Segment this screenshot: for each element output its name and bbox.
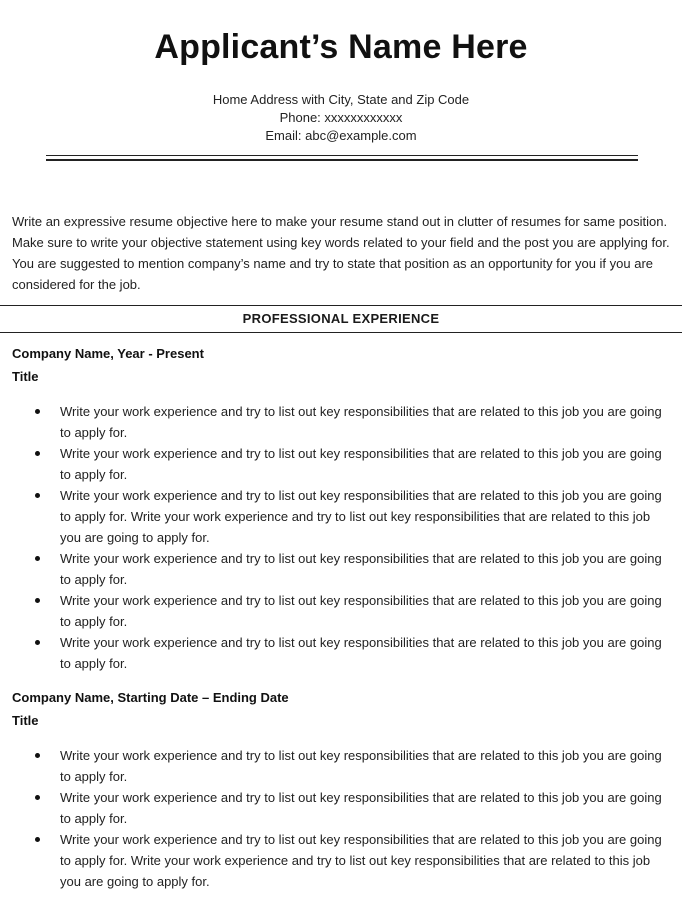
job-1-bullet-list xyxy=(0,401,682,674)
bullet-icon xyxy=(35,640,40,645)
contact-address: Home Address with City, State and Zip Code xyxy=(212,92,470,107)
bullet-icon xyxy=(35,409,40,414)
bullet-text: Write your work experience and try to list out key responsibilities that are related to this job you are going to apply for. xyxy=(60,635,662,671)
header-divider xyxy=(46,155,638,161)
job-1-company: Company Name, Year - Present xyxy=(12,346,204,361)
list-item xyxy=(0,787,682,829)
bullet-text: Write your work experience and try to list out key responsibilities that are related to this job you are going to apply for. Write your work experience and try to list out key responsibilities that are related to this job you are going to apply for. xyxy=(60,832,662,889)
bullet-icon xyxy=(35,753,40,758)
bullet-text: Write your work experience and try to list out key responsibilities that are related to this job you are going to apply for. xyxy=(60,748,662,784)
contact-email: Email: abc@example.com xyxy=(265,128,417,143)
bullet-icon xyxy=(35,451,40,456)
bullet-text: Write your work experience and try to list out key responsibilities that are related to this job you are going to apply for. xyxy=(60,446,662,482)
bullet-text: Write your work experience and try to list out key responsibilities that are related to this job you are going to apply for. Write your work experience and try to list out key responsibilities that are related to this job you are going to apply for. xyxy=(60,488,662,545)
list-item xyxy=(0,590,682,632)
job-2-company: Company Name, Starting Date – Ending Date xyxy=(12,690,289,705)
job-1-title: Title xyxy=(12,369,39,384)
bullet-icon xyxy=(35,837,40,842)
job-2-title: Title xyxy=(12,713,39,728)
list-item xyxy=(0,829,682,892)
contact-phone: Phone: xxxxxxxxxxxx xyxy=(279,110,403,125)
list-item xyxy=(0,745,682,787)
list-item xyxy=(0,401,682,443)
bullet-text: Write your work experience and try to list out key responsibilities that are related to this job you are going to apply for. xyxy=(60,551,662,587)
applicant-name: Applicant’s Name Here xyxy=(154,28,528,66)
bullet-icon xyxy=(35,795,40,800)
list-item xyxy=(0,485,682,548)
section-heading-experience: PROFESSIONAL EXPERIENCE xyxy=(0,305,682,333)
bullet-text: Write your work experience and try to list out key responsibilities that are related to this job you are going to apply for. xyxy=(60,593,662,629)
bullet-icon xyxy=(35,493,40,498)
bullet-icon xyxy=(35,556,40,561)
bullet-icon xyxy=(35,598,40,603)
objective-paragraph: Write an expressive resume objective here to make your resume stand out in clutter of resumes for same position. Make sure to write your objective statement using key words related to your field and the post you are applying for. You are suggested to mention company’s name and try to state that position as an opportunity for you if you are considered for the job. xyxy=(12,214,670,292)
list-item xyxy=(0,443,682,485)
job-2-bullet-list xyxy=(0,745,682,892)
list-item xyxy=(0,632,682,674)
list-item xyxy=(0,548,682,590)
bullet-text: Write your work experience and try to list out key responsibilities that are related to this job you are going to apply for. xyxy=(60,404,662,440)
bullet-text: Write your work experience and try to list out key responsibilities that are related to this job you are going to apply for. xyxy=(60,790,662,826)
